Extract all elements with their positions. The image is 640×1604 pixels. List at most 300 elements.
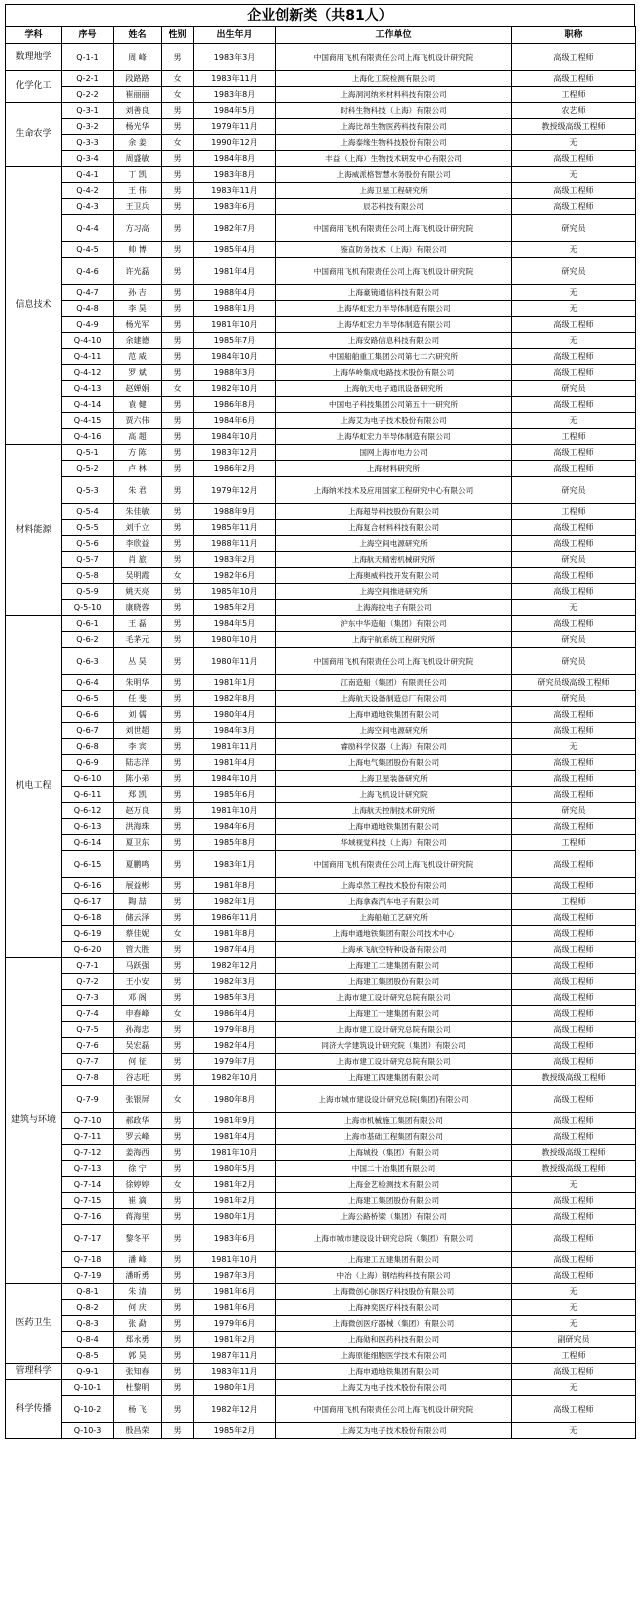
sex-cell: 男	[162, 648, 194, 675]
name-cell: 邓 阁	[114, 990, 162, 1006]
birth-cell: 1983年2月	[194, 552, 276, 568]
sex-cell: 男	[162, 1396, 194, 1423]
employer-cell: 上海艾为电子技术股份有限公司	[276, 1380, 512, 1396]
birth-cell: 1981年10月	[194, 1252, 276, 1268]
birth-cell: 1982年4月	[194, 1038, 276, 1054]
discipline-cell: 信息技术	[6, 167, 62, 445]
table-row	[6, 1113, 636, 1129]
title-cell: 研究员级高级工程师	[512, 675, 636, 691]
title-cell: 高级工程师	[512, 755, 636, 771]
employer-cell: 丰益（上海）生物技术研发中心有限公司	[276, 151, 512, 167]
sex-cell: 男	[162, 910, 194, 926]
table-row	[6, 851, 636, 878]
table-row	[6, 429, 636, 445]
discipline-cell: 管理科学	[6, 1364, 62, 1380]
birth-cell: 1981年10月	[194, 1145, 276, 1161]
name-cell: 贾六伟	[114, 413, 162, 429]
name-cell: 朱 清	[114, 1284, 162, 1300]
sex-cell: 男	[162, 215, 194, 242]
name-cell: 郭 昊	[114, 1348, 162, 1364]
birth-cell: 1981年2月	[194, 1193, 276, 1209]
title-cell: 高级工程师	[512, 1054, 636, 1070]
title-cell: 无	[512, 1177, 636, 1193]
sex-cell: 女	[162, 926, 194, 942]
name-cell: 李 昊	[114, 301, 162, 317]
discipline-cell: 材料能源	[6, 445, 62, 616]
title-cell: 高级工程师	[512, 317, 636, 333]
birth-cell: 1981年2月	[194, 1332, 276, 1348]
employer-cell: 上海华虹宏力半导体制造有限公司	[276, 429, 512, 445]
table-row	[6, 71, 636, 87]
seq-cell: Q-6-5	[62, 691, 114, 707]
title-cell: 工程师	[512, 87, 636, 103]
table-row	[6, 285, 636, 301]
seq-cell: Q-5-8	[62, 568, 114, 584]
seq-cell: Q-6-13	[62, 819, 114, 835]
name-cell: 任 斐	[114, 691, 162, 707]
title-cell: 工程师	[512, 429, 636, 445]
title-cell: 高级工程师	[512, 616, 636, 632]
name-cell: 王 伟	[114, 183, 162, 199]
sex-cell: 女	[162, 1177, 194, 1193]
sex-cell: 男	[162, 990, 194, 1006]
table-row	[6, 616, 636, 632]
title-cell: 农艺师	[512, 103, 636, 119]
birth-cell: 1982年7月	[194, 215, 276, 242]
table-row	[6, 301, 636, 317]
title-cell: 高级工程师	[512, 707, 636, 723]
seq-cell: Q-6-8	[62, 739, 114, 755]
sex-cell: 男	[162, 1193, 194, 1209]
table-row	[6, 1252, 636, 1268]
name-cell: 黎冬平	[114, 1225, 162, 1252]
name-cell: 余建德	[114, 333, 162, 349]
sex-cell: 男	[162, 1054, 194, 1070]
employer-cell: 上海建工四建集团有限公司	[276, 1070, 512, 1086]
sex-cell: 男	[162, 755, 194, 771]
title-cell: 高级工程师	[512, 723, 636, 739]
table-row	[6, 536, 636, 552]
employer-cell: 上海市建工设计研究总院有限公司	[276, 990, 512, 1006]
header-sex: 性别	[162, 27, 194, 44]
table-row	[6, 878, 636, 894]
birth-cell: 1981年6月	[194, 1284, 276, 1300]
employer-cell: 上海卓然工程技术股份有限公司	[276, 878, 512, 894]
birth-cell: 1987年11月	[194, 1348, 276, 1364]
birth-cell: 1983年12月	[194, 445, 276, 461]
header-employer: 工作单位	[276, 27, 512, 44]
seq-cell: Q-5-2	[62, 461, 114, 477]
birth-cell: 1986年8月	[194, 397, 276, 413]
table-row	[6, 199, 636, 215]
seq-cell: Q-5-3	[62, 477, 114, 504]
seq-cell: Q-3-4	[62, 151, 114, 167]
seq-cell: Q-7-13	[62, 1161, 114, 1177]
name-cell: 张知春	[114, 1364, 162, 1380]
birth-cell: 1990年12月	[194, 135, 276, 151]
table-row	[6, 445, 636, 461]
name-cell: 王小安	[114, 974, 162, 990]
birth-cell: 1987年3月	[194, 1268, 276, 1284]
title-cell: 无	[512, 285, 636, 301]
title-cell: 研究员	[512, 691, 636, 707]
title-cell: 教授级高级工程师	[512, 1161, 636, 1177]
birth-cell: 1982年6月	[194, 568, 276, 584]
employer-cell: 上海奥威科技开发有限公司	[276, 568, 512, 584]
sex-cell: 男	[162, 1145, 194, 1161]
sex-cell: 女	[162, 1086, 194, 1113]
name-cell: 许光磊	[114, 258, 162, 285]
seq-cell: Q-7-14	[62, 1177, 114, 1193]
name-cell: 刘世超	[114, 723, 162, 739]
title-cell: 教授级高级工程师	[512, 119, 636, 135]
table-row	[6, 1380, 636, 1396]
seq-cell: Q-7-5	[62, 1022, 114, 1038]
employer-cell: 上海化工院检测有限公司	[276, 71, 512, 87]
name-cell: 殷昌荣	[114, 1423, 162, 1439]
table-row	[6, 1161, 636, 1177]
seq-cell: Q-7-7	[62, 1054, 114, 1070]
table-row	[6, 552, 636, 568]
seq-cell: Q-6-4	[62, 675, 114, 691]
name-cell: 罗 斌	[114, 365, 162, 381]
birth-cell: 1986年11月	[194, 910, 276, 926]
seq-cell: Q-7-16	[62, 1209, 114, 1225]
seq-cell: Q-6-15	[62, 851, 114, 878]
seq-cell: Q-7-10	[62, 1113, 114, 1129]
table-row	[6, 600, 636, 616]
title-cell: 高级工程师	[512, 1086, 636, 1113]
name-cell: 赵万良	[114, 803, 162, 819]
title-cell: 高级工程师	[512, 1396, 636, 1423]
sex-cell: 男	[162, 461, 194, 477]
sex-cell: 男	[162, 707, 194, 723]
name-cell: 毛茅元	[114, 632, 162, 648]
title-cell: 高级工程师	[512, 1129, 636, 1145]
sex-cell: 男	[162, 803, 194, 819]
table-row	[6, 151, 636, 167]
name-cell: 赵婵娟	[114, 381, 162, 397]
table-row	[6, 1193, 636, 1209]
seq-cell: Q-5-10	[62, 600, 114, 616]
employer-cell: 中国商用飞机有限责任公司上海飞机设计研究院	[276, 44, 512, 71]
seq-cell: Q-6-9	[62, 755, 114, 771]
sex-cell: 男	[162, 317, 194, 333]
title-cell: 工程师	[512, 835, 636, 851]
birth-cell: 1988年4月	[194, 285, 276, 301]
title-cell: 无	[512, 242, 636, 258]
employer-cell: 同济大学建筑设计研究院（集团）有限公司	[276, 1038, 512, 1054]
employer-cell: 上海市城市建设设计研究总院（集团）有限公司	[276, 1225, 512, 1252]
sex-cell: 男	[162, 787, 194, 803]
table-row	[6, 1086, 636, 1113]
table-row	[6, 365, 636, 381]
title-cell: 教授级高级工程师	[512, 1070, 636, 1086]
title-cell: 研究员	[512, 215, 636, 242]
seq-cell: Q-7-2	[62, 974, 114, 990]
roster-table	[5, 26, 636, 1439]
seq-cell: Q-3-1	[62, 103, 114, 119]
name-cell: 周盛敏	[114, 151, 162, 167]
table-row	[6, 1300, 636, 1316]
employer-cell: 上海复合材料科技有限公司	[276, 520, 512, 536]
employer-cell: 上海超导科技股份有限公司	[276, 504, 512, 520]
employer-cell: 上海宇航系统工程研究所	[276, 632, 512, 648]
discipline-cell: 生命农学	[6, 103, 62, 167]
table-row	[6, 1225, 636, 1252]
birth-cell: 1985年7月	[194, 333, 276, 349]
sex-cell: 男	[162, 536, 194, 552]
name-cell: 姜海西	[114, 1145, 162, 1161]
seq-cell: Q-5-4	[62, 504, 114, 520]
seq-cell: Q-5-1	[62, 445, 114, 461]
table-row	[6, 1209, 636, 1225]
table-row	[6, 413, 636, 429]
seq-cell: Q-7-1	[62, 958, 114, 974]
name-cell: 杨 飞	[114, 1396, 162, 1423]
name-cell: 张 勐	[114, 1316, 162, 1332]
name-cell: 方 陈	[114, 445, 162, 461]
header-title: 职称	[512, 27, 636, 44]
table-row	[6, 1038, 636, 1054]
title-cell: 高级工程师	[512, 910, 636, 926]
employer-cell: 上海微创医疗器械（集团）有限公司	[276, 1316, 512, 1332]
title-cell: 高级工程师	[512, 974, 636, 990]
seq-cell: Q-6-7	[62, 723, 114, 739]
employer-cell: 中国船舶重工集团公司第七二六研究所	[276, 349, 512, 365]
title-cell: 高级工程师	[512, 851, 636, 878]
sex-cell: 男	[162, 552, 194, 568]
seq-cell: Q-6-14	[62, 835, 114, 851]
table-row	[6, 1396, 636, 1423]
seq-cell: Q-7-12	[62, 1145, 114, 1161]
seq-cell: Q-10-1	[62, 1380, 114, 1396]
title-cell: 高级工程师	[512, 461, 636, 477]
discipline-cell: 机电工程	[6, 616, 62, 958]
seq-cell: Q-4-12	[62, 365, 114, 381]
table-row	[6, 755, 636, 771]
seq-cell: Q-9-1	[62, 1364, 114, 1380]
header-discipline: 学科	[6, 27, 62, 44]
table-row	[6, 1364, 636, 1380]
table-row	[6, 910, 636, 926]
name-cell: 储云泽	[114, 910, 162, 926]
seq-cell: Q-6-18	[62, 910, 114, 926]
birth-cell: 1984年10月	[194, 771, 276, 787]
employer-cell: 上海申通地铁集团有限公司技术中心	[276, 926, 512, 942]
sex-cell: 男	[162, 1364, 194, 1380]
birth-cell: 1979年6月	[194, 1316, 276, 1332]
title-cell: 无	[512, 413, 636, 429]
birth-cell: 1981年11月	[194, 739, 276, 755]
birth-cell: 1982年12月	[194, 1396, 276, 1423]
employer-cell: 上海船舶工艺研究所	[276, 910, 512, 926]
birth-cell: 1983年8月	[194, 167, 276, 183]
employer-cell: 上海建工五建集团有限公司	[276, 1252, 512, 1268]
name-cell: 徐婷婷	[114, 1177, 162, 1193]
table-row	[6, 167, 636, 183]
name-cell: 姚天亮	[114, 584, 162, 600]
seq-cell: Q-8-4	[62, 1332, 114, 1348]
name-cell: 孙 吉	[114, 285, 162, 301]
title-cell: 工程师	[512, 1348, 636, 1364]
table-row	[6, 568, 636, 584]
title-cell: 研究员	[512, 803, 636, 819]
birth-cell: 1987年4月	[194, 942, 276, 958]
title-cell: 研究员	[512, 552, 636, 568]
table-row	[6, 1070, 636, 1086]
sex-cell: 女	[162, 71, 194, 87]
table-row	[6, 1423, 636, 1439]
birth-cell: 1979年7月	[194, 1054, 276, 1070]
birth-cell: 1981年1月	[194, 675, 276, 691]
name-cell: 谷志旺	[114, 1070, 162, 1086]
birth-cell: 1981年4月	[194, 755, 276, 771]
sex-cell: 男	[162, 942, 194, 958]
name-cell: 朱 君	[114, 477, 162, 504]
sex-cell: 男	[162, 1022, 194, 1038]
birth-cell: 1983年3月	[194, 44, 276, 71]
name-cell: 潘昕勇	[114, 1268, 162, 1284]
name-cell: 李 宾	[114, 739, 162, 755]
sex-cell: 男	[162, 958, 194, 974]
employer-cell: 华域视觉科技（上海）有限公司	[276, 835, 512, 851]
seq-cell: Q-4-4	[62, 215, 114, 242]
title-cell: 高级工程师	[512, 771, 636, 787]
name-cell: 王 磊	[114, 616, 162, 632]
table-row	[6, 835, 636, 851]
table-row	[6, 1332, 636, 1348]
birth-cell: 1981年8月	[194, 926, 276, 942]
employer-cell: 上海申通地铁集团有限公司	[276, 819, 512, 835]
name-cell: 刘千立	[114, 520, 162, 536]
table-row	[6, 675, 636, 691]
employer-cell: 上海市机械施工集团有限公司	[276, 1113, 512, 1129]
header-name: 姓名	[114, 27, 162, 44]
sex-cell: 男	[162, 504, 194, 520]
sex-cell: 男	[162, 1423, 194, 1439]
employer-cell: 上海建工集团股份有限公司	[276, 974, 512, 990]
name-cell: 丛 昊	[114, 648, 162, 675]
seq-cell: Q-7-17	[62, 1225, 114, 1252]
birth-cell: 1982年10月	[194, 381, 276, 397]
name-cell: 管大胜	[114, 942, 162, 958]
table-row	[6, 648, 636, 675]
title-cell: 高级工程师	[512, 568, 636, 584]
sex-cell: 男	[162, 1348, 194, 1364]
title-cell: 无	[512, 1423, 636, 1439]
sex-cell: 男	[162, 477, 194, 504]
table-row	[6, 1054, 636, 1070]
name-cell: 杜黎明	[114, 1380, 162, 1396]
discipline-cell: 科学传播	[6, 1380, 62, 1439]
birth-cell: 1985年6月	[194, 787, 276, 803]
birth-cell: 1981年9月	[194, 1113, 276, 1129]
birth-cell: 1985年3月	[194, 990, 276, 1006]
name-cell: 吴宏磊	[114, 1038, 162, 1054]
sex-cell: 女	[162, 135, 194, 151]
sex-cell: 男	[162, 851, 194, 878]
name-cell: 罗云峰	[114, 1129, 162, 1145]
title-cell: 高级工程师	[512, 942, 636, 958]
seq-cell: Q-7-6	[62, 1038, 114, 1054]
name-cell: 徐 宁	[114, 1161, 162, 1177]
seq-cell: Q-2-2	[62, 87, 114, 103]
employer-cell: 上海空间电源研究所	[276, 536, 512, 552]
birth-cell: 1985年10月	[194, 584, 276, 600]
birth-cell: 1985年4月	[194, 242, 276, 258]
birth-cell: 1981年10月	[194, 803, 276, 819]
sex-cell: 男	[162, 1252, 194, 1268]
employer-cell: 上海艾为电子技术股份有限公司	[276, 1423, 512, 1439]
seq-cell: Q-6-10	[62, 771, 114, 787]
title-cell: 高级工程师	[512, 787, 636, 803]
employer-cell: 国网上海市电力公司	[276, 445, 512, 461]
title-cell: 无	[512, 167, 636, 183]
seq-cell: Q-4-16	[62, 429, 114, 445]
title-cell: 无	[512, 1284, 636, 1300]
employer-cell: 上海卫星工程研究所	[276, 183, 512, 199]
seq-cell: Q-4-11	[62, 349, 114, 365]
birth-cell: 1985年8月	[194, 835, 276, 851]
header-row	[6, 27, 636, 44]
employer-cell: 上海华岭集成电路技术股份有限公司	[276, 365, 512, 381]
title-cell: 高级工程师	[512, 1193, 636, 1209]
seq-cell: Q-4-3	[62, 199, 114, 215]
name-cell: 夏卫东	[114, 835, 162, 851]
name-cell: 洪海珠	[114, 819, 162, 835]
name-cell: 周 峰	[114, 44, 162, 71]
employer-cell: 中国商用飞机有限责任公司上海飞机设计研究院	[276, 1396, 512, 1423]
name-cell: 申春峰	[114, 1006, 162, 1022]
seq-cell: Q-7-18	[62, 1252, 114, 1268]
name-cell: 康晓蓉	[114, 600, 162, 616]
table-row	[6, 520, 636, 536]
employer-cell: 上海申通地铁集团有限公司	[276, 707, 512, 723]
employer-cell: 沪东中华造船（集团）有限公司	[276, 616, 512, 632]
roster-sheet	[5, 4, 635, 1439]
seq-cell: Q-6-20	[62, 942, 114, 958]
employer-cell: 上海华虹宏力半导体制造有限公司	[276, 317, 512, 333]
employer-cell: 江南造船（集团）有限责任公司	[276, 675, 512, 691]
birth-cell: 1984年6月	[194, 413, 276, 429]
birth-cell: 1980年8月	[194, 1086, 276, 1113]
sex-cell: 男	[162, 1332, 194, 1348]
birth-cell: 1983年6月	[194, 1225, 276, 1252]
birth-cell: 1984年5月	[194, 103, 276, 119]
seq-cell: Q-4-8	[62, 301, 114, 317]
birth-cell: 1979年8月	[194, 1022, 276, 1038]
table-row	[6, 87, 636, 103]
employer-cell: 上海洞河纳米材料科技有限公司	[276, 87, 512, 103]
page-title: 企业创新类（共81人）	[5, 4, 635, 26]
seq-cell: Q-4-13	[62, 381, 114, 397]
title-cell: 高级工程师	[512, 1364, 636, 1380]
employer-cell: 上海建工二建集团有限公司	[276, 958, 512, 974]
title-cell: 高级工程师	[512, 183, 636, 199]
seq-cell: Q-4-10	[62, 333, 114, 349]
table-row	[6, 787, 636, 803]
sex-cell: 男	[162, 691, 194, 707]
table-row	[6, 942, 636, 958]
seq-cell: Q-7-4	[62, 1006, 114, 1022]
name-cell: 余 姜	[114, 135, 162, 151]
sex-cell: 男	[162, 258, 194, 285]
birth-cell: 1984年10月	[194, 349, 276, 365]
table-row	[6, 119, 636, 135]
employer-cell: 上海城投（集团）有限公司	[276, 1145, 512, 1161]
birth-cell: 1983年11月	[194, 71, 276, 87]
